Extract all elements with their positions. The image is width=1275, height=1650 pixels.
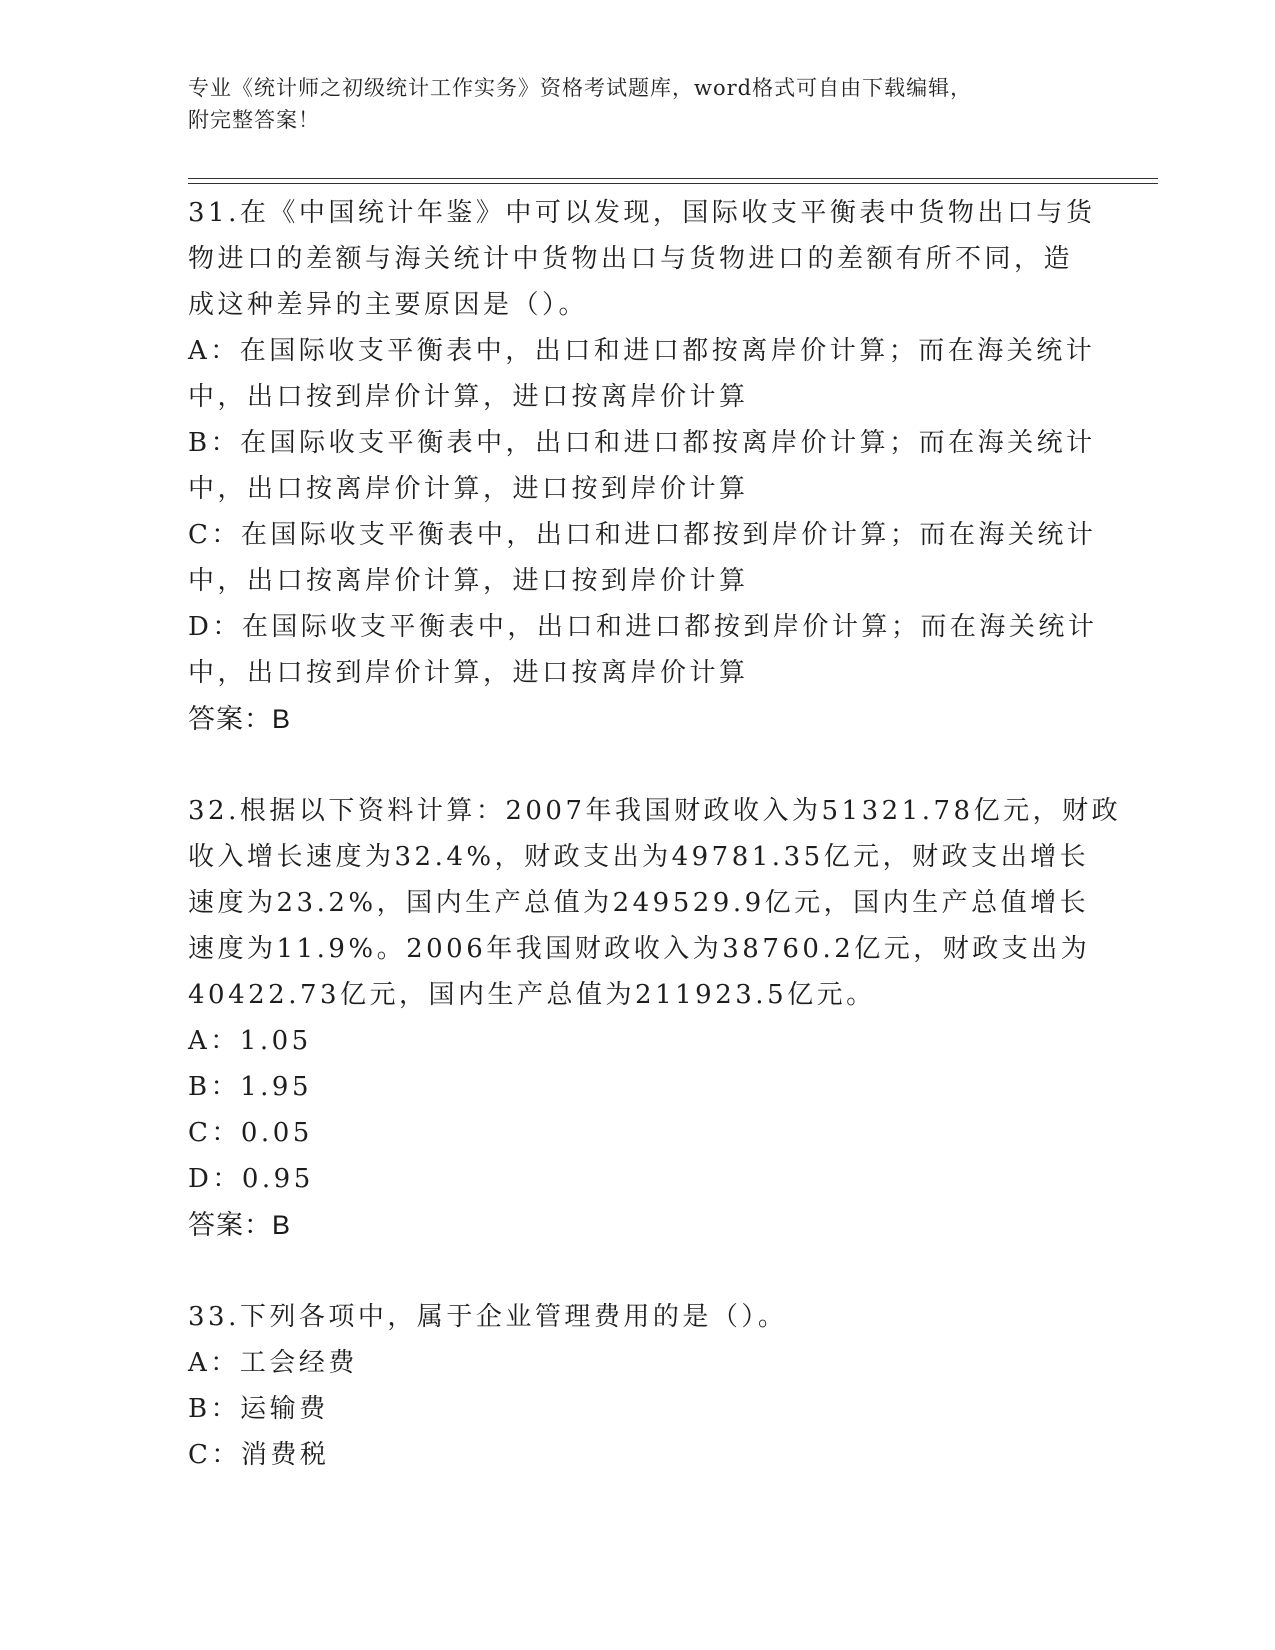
option-line: D：在国际收支平衡表中，出口和进口都按到岸价计算；而在海关统计 — [188, 612, 1098, 642]
answer-label: 答案：B — [188, 1210, 292, 1240]
option-a: A：工会经费 — [188, 1348, 358, 1378]
header-line-2: 附完整答案！ — [188, 108, 320, 132]
question-stem-line: 速度为11.9%。2006年我国财政收入为38760.2亿元，财政支出为 — [188, 934, 1091, 964]
header-line-1: 专业《统计师之初级统计工作实务》资格考试题库，word格式可自由下载编辑， — [188, 76, 973, 100]
spacer — [188, 1248, 1088, 1294]
page-header — [188, 72, 1088, 136]
question-stem-line: 速度为23.2%，国内生产总值为249529.9亿元，国内生产总值增长 — [188, 888, 1090, 918]
option-d: D：0.95 — [188, 1164, 314, 1194]
option-a: A：1.05 — [188, 1026, 312, 1056]
option-line: C：在国际收支平衡表中，出口和进口都按到岸价计算；而在海关统计 — [188, 520, 1097, 550]
question-32 — [188, 788, 1122, 1248]
option-c: C：消费税 — [188, 1440, 330, 1470]
option-line: A：在国际收支平衡表中，出口和进口都按离岸价计算；而在海关统计 — [188, 336, 1096, 366]
question-list — [188, 190, 1122, 1478]
answer-label: 答案：B — [188, 704, 292, 734]
option-line: 中，出口按到岸价计算，进口按离岸价计算 — [188, 382, 749, 412]
question-stem-line: 33.下列各项中，属于企业管理费用的是（）。 — [188, 1302, 788, 1332]
option-line: 中，出口按离岸价计算，进口按到岸价计算 — [188, 474, 749, 504]
question-stem-line: 32.根据以下资料计算：2007年我国财政收入为51321.78亿元，财政 — [188, 796, 1122, 826]
header-divider — [188, 178, 1158, 179]
option-line: 中，出口按到岸价计算，进口按离岸价计算 — [188, 658, 749, 688]
question-stem-line: 40422.73亿元，国内生产总值为211923.5亿元。 — [188, 980, 876, 1010]
option-c — [188, 512, 1097, 604]
option-c: C：0.05 — [188, 1118, 313, 1148]
question-33 — [188, 1294, 1088, 1478]
option-line: B：在国际收支平衡表中，出口和进口都按离岸价计算；而在海关统计 — [188, 428, 1096, 458]
option-b: B：1.95 — [188, 1072, 312, 1102]
question-stem-line: 31.在《中国统计年鉴》中可以发现，国际收支平衡表中货物出口与货 — [188, 198, 1096, 228]
question-stem-line: 成这种差异的主要原因是（）。 — [188, 290, 589, 320]
question-31 — [188, 190, 1098, 742]
option-b: B：运输费 — [188, 1394, 329, 1424]
option-line: 中，出口按离岸价计算，进口按到岸价计算 — [188, 566, 749, 596]
spacer — [188, 742, 1088, 788]
option-b — [188, 420, 1096, 512]
question-stem-line: 收入增长速度为32.4%，财政支出为49781.35亿元，财政支出增长 — [188, 842, 1090, 872]
header-divider-secondary — [188, 183, 1158, 184]
option-d — [188, 604, 1098, 696]
question-stem-line: 物进口的差额与海关统计中货物出口与货物进口的差额有所不同，造 — [188, 244, 1074, 274]
option-a — [188, 328, 1096, 420]
